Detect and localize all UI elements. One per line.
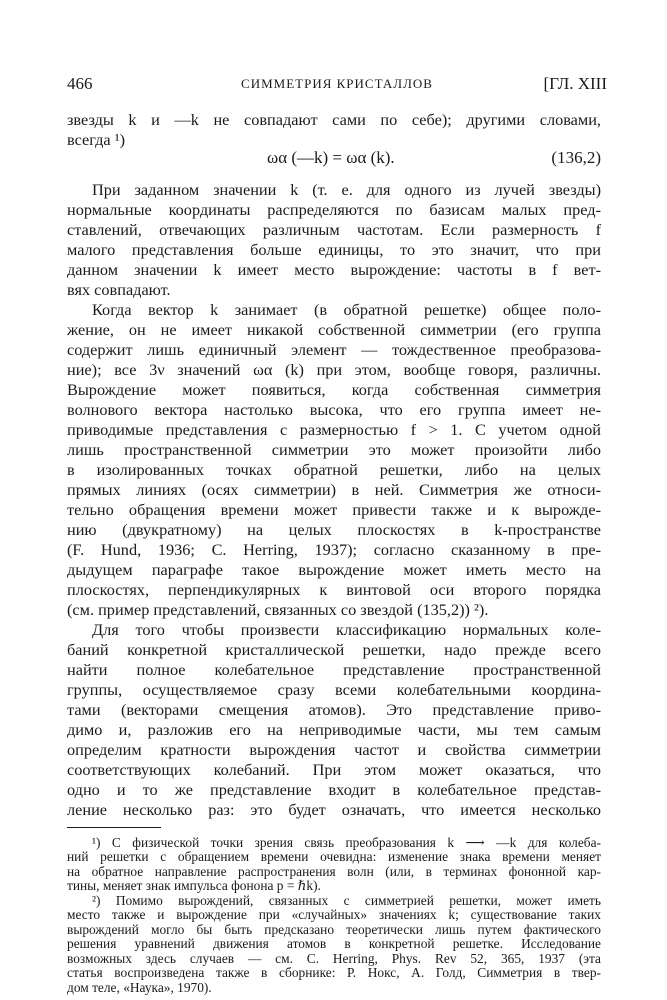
body-line: тельно обращения времени может привести также и к вырожде-	[67, 500, 601, 519]
footnote-line: на обратное направление распространения волн (или, в терминах фононной кар-	[67, 863, 601, 879]
body-line: определим кратности вырождения частот и свойства симметрии	[67, 740, 601, 759]
body-line: звезды k и —k не совпадают сами по себе); другими словами,	[67, 110, 601, 129]
body-line: При заданном значении k (т. е. для одного из лучей звезды)	[92, 180, 601, 199]
footnote-line: статья воспроизведена также в сборнике: Р. Нокс, А. Голд, Симметрия в твер-	[67, 965, 601, 981]
body-line: (см. пример представлений, связанных со звездой (135,2)) ²).	[67, 600, 489, 619]
body-line: найти полное колебательное представление пространственной	[67, 660, 601, 679]
body-line: лишь пространственной симметрии это может произойти либо	[67, 440, 601, 459]
body-line: одно и то же представление входит в колебательное представ-	[67, 780, 601, 799]
body-line: содержит лишь единичный элемент — тождественное преобразова-	[67, 340, 601, 359]
footnote-line: решения уравнений движения атомов в конкретной решетке. Исследование	[67, 936, 601, 952]
body-line: (F. Hund, 1936; C. Herring, 1937); согласно сказанному в пре-	[67, 540, 601, 559]
body-line: прямых линиях (осях симметрии) в ней. Симметрия же относи-	[67, 480, 601, 499]
footnote-line: возможных здесь случаев — см. C. Herring, Phys. Rev 52, 365, 1937 (эта	[67, 950, 601, 966]
footnote-line: тины, меняет знак импульса фонона p = ℏk).	[67, 878, 321, 894]
footnote-line: ¹) С физической точки зрения связь преобразования k ⟶ —k для колеба-	[92, 835, 601, 850]
equation-number: (136,2)	[551, 148, 601, 167]
equation-expression: ωα (—k) = ωα (k).	[267, 148, 395, 167]
chapter-label: [ГЛ. XIII	[543, 74, 607, 93]
body-line: ление несколько раз: это будет означать, что имеется несколько	[67, 800, 601, 819]
equation-136-2	[67, 148, 601, 170]
body-line: жение, он не имеет никакой собственной симметрии (его группа	[67, 320, 601, 339]
footnote-line: ²) Помимо вырождений, связанных с симметрией решетки, может иметь	[92, 892, 601, 908]
body-line: плоскостях, перпендикулярных к винтовой оси второго порядка	[67, 580, 601, 599]
body-line: тами (векторами смещения атомов). Это представление приво-	[67, 700, 601, 719]
body-line: всегда ¹)	[67, 130, 125, 149]
body-line: нормальные координаты распределяются по базисам малых пред-	[67, 200, 601, 219]
body-line: нию (двукратному) на целых плоскостях в k-пространстве	[67, 520, 601, 539]
footnote-line: ний решетки с обращением времени очевидна: изменение знака времени меняет	[67, 849, 601, 865]
page-header	[67, 74, 607, 98]
body-line: волнового вектора настолько высока, что его группа имеет не-	[67, 400, 601, 419]
body-line: соответствующих колебаний. При этом может оказаться, что	[67, 760, 601, 779]
body-line: в изолированных точках обратной решетки, либо на целых	[67, 460, 601, 479]
body-line: Когда вектор k занимает (в обратной решетке) общее поло-	[92, 300, 601, 319]
body-line: ставлений, отвечающих различным частотам. Если размерность f	[67, 220, 601, 239]
body-line: ние); все 3ν значений ωα (k) при этом, вообще говоря, различны.	[67, 360, 601, 379]
body-line: данном значении k имеет место вырождение: частоты в f вет-	[67, 260, 601, 279]
body-line: Вырождение может появиться, когда собственная симметрия	[67, 380, 601, 399]
body-line: дыдущем параграфе такое вырождение может иметь место на	[67, 560, 601, 579]
running-title: СИММЕТРИЯ КРИСТАЛЛОВ	[241, 76, 433, 91]
body-line: малого представления больше единицы, то это значит, что при	[67, 240, 601, 259]
body-line: приводимые представления с размерностью f > 1. С учетом одной	[67, 420, 601, 439]
body-line: димо и, разложив его на неприводимые части, мы тем самым	[67, 720, 601, 739]
body-line: баний конкретной кристаллической решетки, надо прежде всего	[67, 640, 601, 659]
body-line: Для того чтобы произвести классификацию нормальных коле-	[92, 620, 601, 639]
body-line: вях совпадают.	[67, 280, 171, 299]
body-line: группы, осуществляемое сразу всеми колебательными координа-	[67, 680, 601, 699]
footnote-divider	[67, 827, 161, 828]
footnote-line: место также и вырождение при «случайных» значениях k; существование таких	[67, 907, 601, 923]
page-number: 466	[67, 74, 93, 93]
footnote-line: дом теле, «Наука», 1970).	[67, 979, 212, 995]
footnote-line: вырождений могло бы быть предсказано теоретически лишь путем фактического	[67, 921, 601, 937]
